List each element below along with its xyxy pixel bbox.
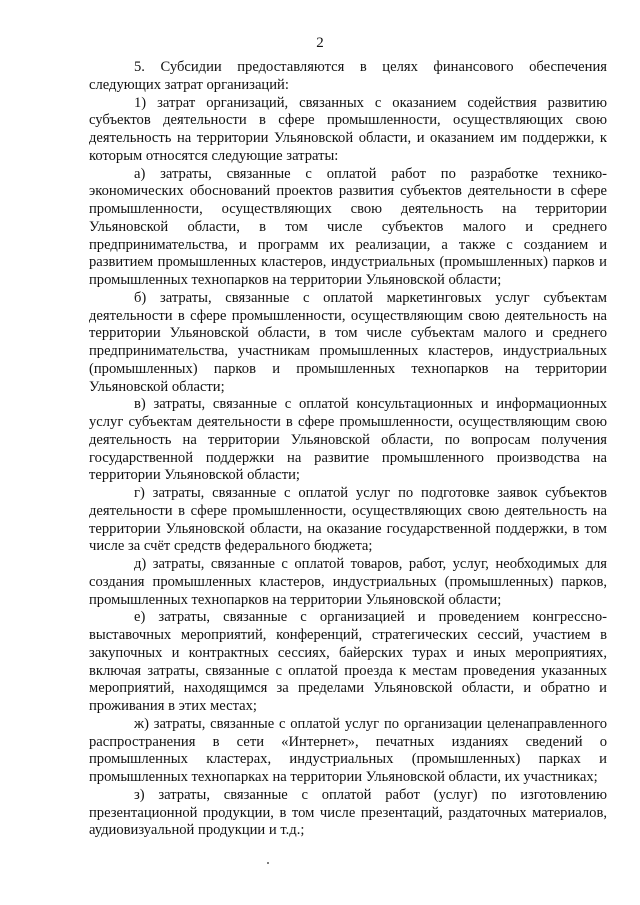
paragraph-subitem-z: з) затраты, связанные с оплатой работ (услуг) по изготовлению презентационной продукции, в том числе презентаций, раздаточных материалов, аудиовизуальной продукции и т.д.; [89,786,607,839]
paragraph-subitem-g: г) затраты, связанные с оплатой услуг по подготовке заявок субъектов деятельности в сфере промышленности, осуществляющих свою деятельность на территории Ульяновской области, на оказание государственной поддержки, в том числе за счёт средств федерального бюджета; [89,485,607,555]
paragraph-subitem-b: б) затраты, связанные с оплатой маркетинговых услуг субъектам деятельности в сфере промышленности, осуществляющим свою деятельность на территории Ульяновской области, в том числе субъектам малого и среднего предпринимательства, участникам промышленных кластеров, индустриальных (промышленных) парков и промышленных технопарков на территории Ульяновской области; [89,289,607,395]
paragraph-item-1: 1) затрат организаций, связанных с оказанием содействия развитию субъектов деятельности в сфере промышленности, осуществляющих свою деятельность на территории Ульяновской области, и оказанием им поддержки, к которым относятся следующие затраты: [89,94,607,164]
page-number: 2 [316,35,324,51]
paragraph-5-intro: 5. Субсидии предоставляются в целях финансового обеспечения следующих затрат организаций: [89,59,607,93]
paragraph-subitem-v: в) затраты, связанные с оплатой консультационных и информационных услуг субъектам деятельности в сфере промышленности, осуществляющим свою деятельность на территории Ульяновской области, по вопросам получения государственной поддержки на развитие промышленного производства на территории Ульяновской области; [89,396,607,484]
paragraph-subitem-d: д) затраты, связанные с оплатой товаров, работ, услуг, необходимых для создания промышленных кластеров, индустриальных (промышленных) парков, промышленных технопарков на территории Ульяновской области; [89,556,607,608]
paragraph-subitem-zh: ж) затраты, связанные с оплатой услуг по организации целенаправленного распространения в сети «Интернет», печатных изданиях сведений о промышленных кластерах, индустриальных (промышленных) парках и промышленных технопарках на территории Ульяновской области, их участниках; [89,715,607,785]
scan-speck [267,862,269,864]
paragraph-subitem-a: а) затраты, связанные с оплатой работ по разработке технико-экономических обоснований проектов развития субъектов деятельности в сфере промышленности, осуществляющих свою деятельность на территории Ульяновской области, в том числе субъектов малого и среднего предпринимательства, и программ их реализации, а также с созданием и развитием промышленных кластеров, индустриальных (промышленных) парков и промышленных технопарков на территории Ульяновской области; [89,165,607,288]
paragraph-subitem-e: е) затраты, связанные с организацией и проведением конгрессно-выставочных мероприятий, конференций, стратегических сессий, участием в закупочных и контрактных сессиях, байерских турах и иных мероприятиях, включая затраты, связанные с оплатой проезда к местам проведения указанных мероприятий, находящимся за пределами Ульяновской области, и обратно и проживания в этих местах; [89,609,607,714]
document-body [89,59,607,840]
